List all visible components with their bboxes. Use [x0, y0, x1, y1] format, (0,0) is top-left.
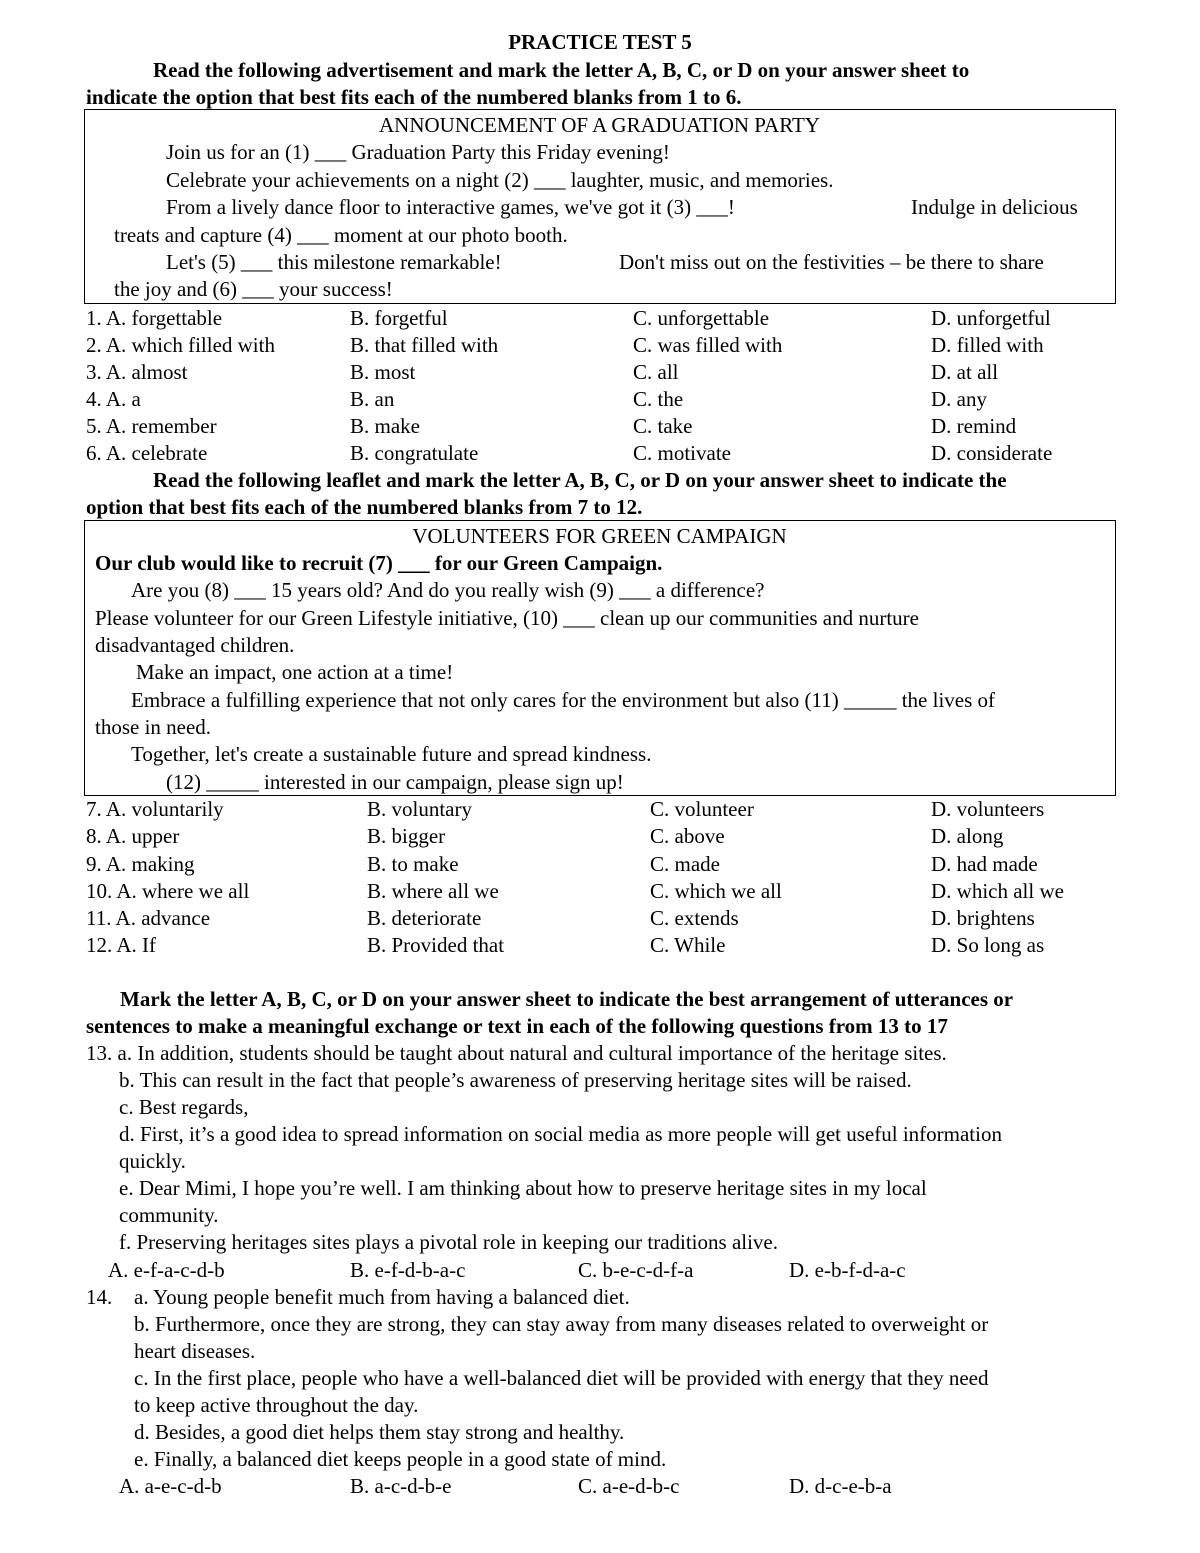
- announcement-line: Celebrate your achievements on a night (2) ___ laughter, music, and memories.: [166, 168, 834, 192]
- question-line: e. Finally, a balanced diet keeps people in a good state of mind.: [134, 1447, 667, 1471]
- announcement-line: treats and capture (4) ___ moment at our photo booth.: [114, 223, 568, 247]
- option-d: D. volunteers: [931, 797, 1045, 821]
- section3-instruction-line1: Mark the letter A, B, C, or D on your answer sheet to indicate the best arrangement of utterances or: [120, 987, 1014, 1011]
- section1-instruction-line2: indicate the option that best fits each of the numbered blanks from 1 to 6.: [86, 85, 742, 109]
- option-b: B. an: [350, 387, 395, 411]
- question-line: c. In the first place, people who have a well-balanced diet will be provided with energy that they need: [134, 1366, 989, 1390]
- option-d: D. unforgetful: [931, 306, 1051, 330]
- question-line: heart diseases.: [134, 1339, 256, 1363]
- question-number: 14.: [86, 1285, 113, 1309]
- option-d: D. e-b-f-d-a-c: [789, 1258, 906, 1282]
- announcement-line: Join us for an (1) ___ Graduation Party this Friday evening!: [166, 140, 670, 164]
- page-title: PRACTICE TEST 5: [508, 30, 692, 54]
- leaflet-line: Make an impact, one action at a time!: [136, 660, 454, 684]
- option-a: 5. A. remember: [86, 414, 217, 438]
- option-b: B. congratulate: [350, 441, 479, 465]
- leaflet-line: (12) _____ interested in our campaign, please sign up!: [166, 770, 624, 794]
- option-b: B. to make: [367, 852, 459, 876]
- option-d: D. at all: [931, 360, 999, 384]
- leaflet-lead: Our club would like to recruit (7) ___ for our Green Campaign.: [95, 551, 663, 575]
- option-a: 10. A. where we all: [86, 879, 250, 903]
- question-line: f. Preserving heritages sites plays a pivotal role in keeping our traditions alive.: [119, 1230, 778, 1254]
- option-a: 12. A. If: [86, 933, 156, 957]
- option-a: 4. A. a: [86, 387, 141, 411]
- option-d: D. which all we: [931, 879, 1064, 903]
- option-a: 9. A. making: [86, 852, 195, 876]
- section2-instruction-line1: Read the following leaflet and mark the letter A, B, C, or D on your answer sheet to indicate the: [153, 468, 1007, 492]
- option-a: 2. A. which filled with: [86, 333, 275, 357]
- question-line: d. First, it’s a good idea to spread information on social media as more people will get useful information: [119, 1122, 1002, 1146]
- option-b: B. e-f-d-b-a-c: [350, 1258, 466, 1282]
- option-c: C. b-e-c-d-f-a: [578, 1258, 694, 1282]
- option-c: C. take: [633, 414, 693, 438]
- option-a: 3. A. almost: [86, 360, 188, 384]
- question-line: community.: [119, 1203, 219, 1227]
- announcement-title: ANNOUNCEMENT OF A GRADUATION PARTY: [379, 113, 820, 137]
- option-d: D. filled with: [931, 333, 1044, 357]
- leaflet-line: those in need.: [95, 715, 212, 739]
- option-a: 1. A. forgettable: [86, 306, 223, 330]
- option-b: B. where all we: [367, 879, 499, 903]
- option-d: D. remind: [931, 414, 1017, 438]
- section2-instruction-line2: option that best fits each of the numbered blanks from 7 to 12.: [86, 495, 643, 519]
- option-b: B. Provided that: [367, 933, 505, 957]
- option-c: C. While: [650, 933, 726, 957]
- option-d: D. So long as: [931, 933, 1045, 957]
- leaflet-line: Embrace a fulfilling experience that not only cares for the environment but also (11) _____ the lives of: [131, 688, 996, 712]
- option-b: B. forgetful: [350, 306, 448, 330]
- option-a: 8. A. upper: [86, 824, 180, 848]
- option-d: D. had made: [931, 852, 1038, 876]
- option-c: C. all: [633, 360, 679, 384]
- option-c: C. the: [633, 387, 684, 411]
- section3-instruction-line2: sentences to make a meaningful exchange or text in each of the following questions from 13 to 17: [86, 1014, 948, 1038]
- option-c: C. above: [650, 824, 725, 848]
- option-b: B. a-c-d-b-e: [350, 1474, 452, 1498]
- announcement-line: Don't miss out on the festivities – be there to share: [619, 250, 1044, 274]
- leaflet-line: disadvantaged children.: [95, 633, 295, 657]
- option-c: C. volunteer: [650, 797, 754, 821]
- leaflet-line: Please volunteer for our Green Lifestyle initiative, (10) ___ clean up our communities and nurture: [95, 606, 919, 630]
- announcement-line: Let's (5) ___ this milestone remarkable!: [166, 250, 502, 274]
- question-line: 13. a. In addition, students should be taught about natural and cultural importance of the heritage sites.: [86, 1041, 947, 1065]
- option-a: 7. A. voluntarily: [86, 797, 224, 821]
- option-b: B. voluntary: [367, 797, 472, 821]
- option-d: D. any: [931, 387, 987, 411]
- option-c: C. which we all: [650, 879, 782, 903]
- option-c: C. unforgettable: [633, 306, 770, 330]
- option-c: C. motivate: [633, 441, 731, 465]
- option-b: B. most: [350, 360, 416, 384]
- question-line: c. Best regards,: [119, 1095, 249, 1119]
- option-b: B. make: [350, 414, 420, 438]
- option-d: D. along: [931, 824, 1004, 848]
- question-line: b. Furthermore, once they are strong, they can stay away from many diseases related to overweight or: [134, 1312, 989, 1336]
- announcement-line: the joy and (6) ___ your success!: [114, 277, 393, 301]
- option-c: C. was filled with: [633, 333, 783, 357]
- option-a: 11. A. advance: [86, 906, 211, 930]
- option-b: B. deteriorate: [367, 906, 482, 930]
- announcement-line: From a lively dance floor to interactive games, we've got it (3) ___!: [166, 195, 735, 219]
- leaflet-line: Together, let's create a sustainable future and spread kindness.: [131, 742, 652, 766]
- option-d: D. brightens: [931, 906, 1035, 930]
- option-c: C. extends: [650, 906, 739, 930]
- question-line: to keep active throughout the day.: [134, 1393, 419, 1417]
- leaflet-box: [84, 520, 1116, 796]
- question-line: a. Young people benefit much from having a balanced diet.: [134, 1285, 630, 1309]
- option-c: C. a-e-d-b-c: [578, 1474, 680, 1498]
- option-c: C. made: [650, 852, 720, 876]
- leaflet-line: Are you (8) ___ 15 years old? And do you really wish (9) ___ a difference?: [131, 578, 765, 602]
- leaflet-title: VOLUNTEERS FOR GREEN CAMPAIGN: [412, 524, 787, 548]
- announcement-box: [84, 109, 1116, 304]
- question-line: quickly.: [119, 1149, 186, 1173]
- section1-instruction-line1: Read the following advertisement and mark the letter A, B, C, or D on your answer sheet to: [153, 58, 970, 82]
- option-d: D. d-c-e-b-a: [789, 1474, 892, 1498]
- question-line: e. Dear Mimi, I hope you’re well. I am thinking about how to preserve heritage sites in my local: [119, 1176, 927, 1200]
- option-a: A. a-e-c-d-b: [119, 1474, 222, 1498]
- question-line: b. This can result in the fact that people’s awareness of preserving heritage sites will be raised.: [119, 1068, 912, 1092]
- question-line: d. Besides, a good diet helps them stay strong and healthy.: [134, 1420, 625, 1444]
- announcement-line: Indulge in delicious: [911, 195, 1078, 219]
- option-a: 6. A. celebrate: [86, 441, 208, 465]
- option-d: D. considerate: [931, 441, 1053, 465]
- option-a: A. e-f-a-c-d-b: [108, 1258, 225, 1282]
- option-b: B. bigger: [367, 824, 446, 848]
- option-b: B. that filled with: [350, 333, 499, 357]
